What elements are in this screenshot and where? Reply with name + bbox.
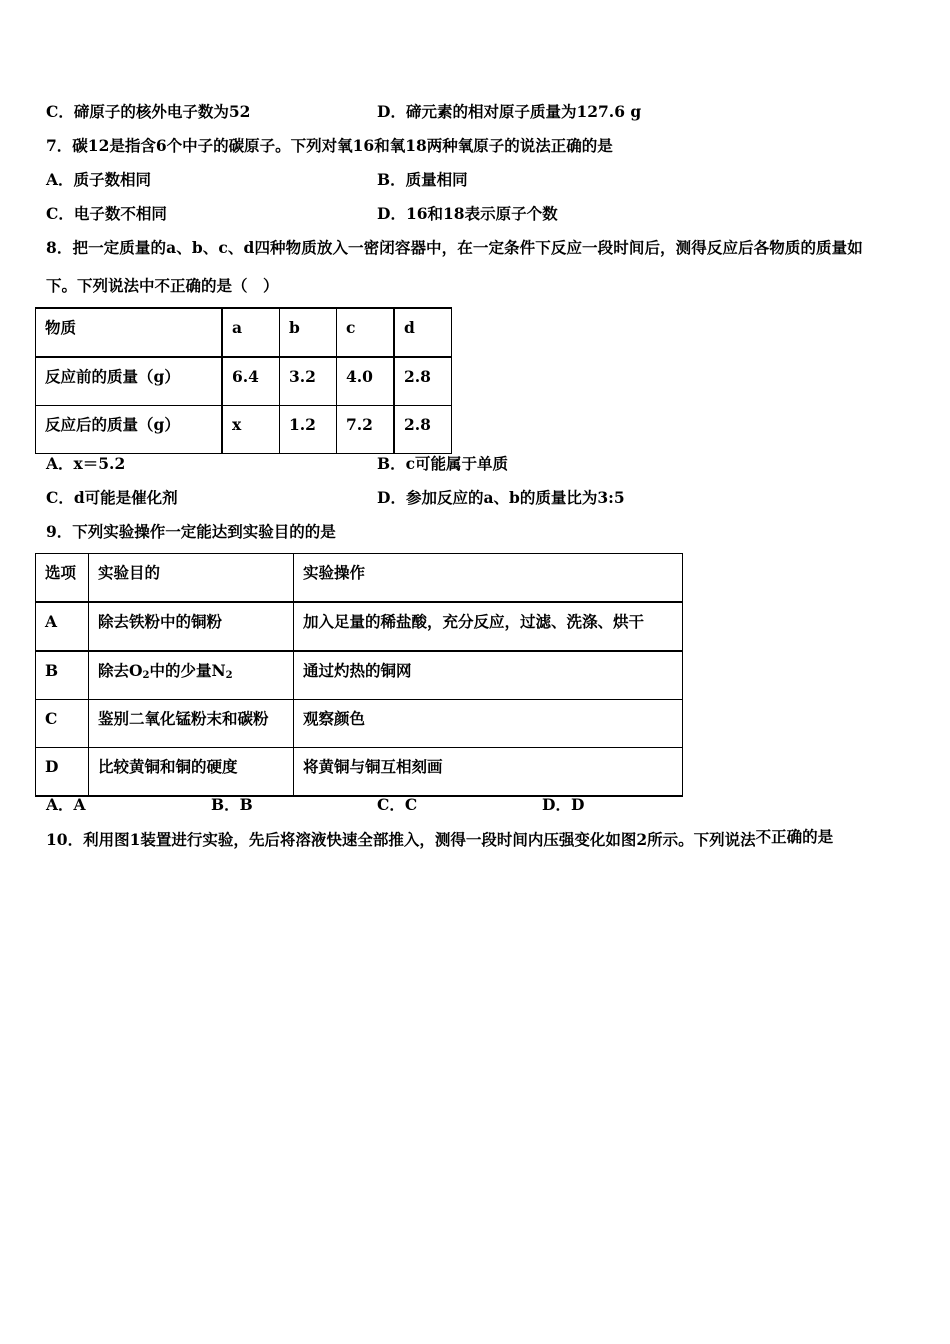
table-header-cell: d [394,308,452,357]
table-header-row [36,308,452,357]
q8-stem-line2: 下。下列说法中不正确的是（ ） [46,276,279,295]
table-header-cell: 选项 [36,554,89,603]
q9-option-a: A．A [46,795,86,814]
q8-mass-table [35,307,452,454]
subscript: 2 [225,670,233,681]
subscript: 2 [142,670,150,681]
q8-option-d: D．参加反应的a、b的质量比为3:5 [377,488,625,507]
q10-stem [46,827,834,850]
table-row [36,406,452,454]
table-cell-operation: 将黄铜与铜互相刻画 [294,748,683,797]
q9-experiment-table [35,553,683,797]
q8-stem-line1: 8．把一定质量的a、b、c、d四种物质放入一密闭容器中，在一定条件下反应一段时间后，测得反应后各物质的质量如 [46,238,863,257]
table-cell: 1.2 [280,406,337,454]
table-row [36,357,452,406]
q8-option-a: A．x＝5.2 [46,454,126,473]
table-cell-goal: 除去铁粉中的铜粉 [89,602,294,651]
table-header-cell: a [222,308,280,357]
table-cell: x [222,406,280,454]
table-cell-option: D [36,748,89,797]
goal-text: 除去O [98,661,143,680]
table-cell-option: A [36,602,89,651]
table-cell: 2.8 [394,406,452,454]
table-header-cell: 实验目的 [89,554,294,603]
table-row [36,700,683,748]
q8-option-b: B．c可能属于单质 [377,454,509,473]
table-cell-operation: 观察颜色 [294,700,683,748]
q9-stem: 9．下列实验操作一定能达到实验目的的是 [46,522,336,541]
q7-option-c: C．电子数不相同 [46,204,167,223]
q7-option-d: D．16和18表示原子个数 [377,204,558,223]
table-row [36,602,683,651]
q9-option-b: B．B [211,795,253,814]
q6-option-d: D．碲元素的相对原子质量为127.6 g [377,102,642,121]
table-row [36,748,683,797]
q8-option-c: C．d可能是催化剂 [46,488,178,507]
q10-stem-text: 10．利用图1装置进行实验，先后将溶液快速全部推入，测得一段时间内压强变化如图2所示。下列说法 [46,830,756,849]
table-header-cell: 实验操作 [294,554,683,603]
table-cell-operation: 加入足量的稀盐酸，充分反应，过滤、洗涤、烘干 [294,602,683,651]
table-cell-goal: 比较黄铜和铜的硬度 [89,748,294,797]
table-cell: 2.8 [394,357,452,406]
q7-option-a: A．质子数相同 [46,170,152,189]
table-header-cell: b [280,308,337,357]
table-cell: 3.2 [280,357,337,406]
q7-stem: 7．碳12是指含6个中子的碳原子。下列对氧16和氧18两种氧原子的说法正确的是 [46,136,613,155]
table-cell-goal: 鉴别二氧化锰粉末和碳粉 [89,700,294,748]
table-header-cell: 物质 [36,308,223,357]
q9-option-d: D．D [542,795,585,814]
table-cell: 6.4 [222,357,280,406]
table-cell: 反应后的质量（g） [36,406,223,454]
table-cell-operation: 通过灼热的铜网 [294,651,683,700]
q6-option-c: C．碲原子的核外电子数为52 [46,102,251,121]
table-header-cell: c [337,308,395,357]
table-cell-option: B [36,651,89,700]
table-row [36,651,683,700]
table-cell: 4.0 [337,357,395,406]
goal-text: 中的少量N [149,661,226,680]
q7-option-b: B．质量相同 [377,170,468,189]
table-cell-option: C [36,700,89,748]
table-cell-goal [89,651,294,700]
table-cell: 7.2 [337,406,395,454]
table-cell: 反应前的质量（g） [36,357,223,406]
table-header-row [36,554,683,603]
q9-option-c: C．C [377,795,418,814]
q10-stem-emphasis: 不正确的是 [755,827,834,846]
